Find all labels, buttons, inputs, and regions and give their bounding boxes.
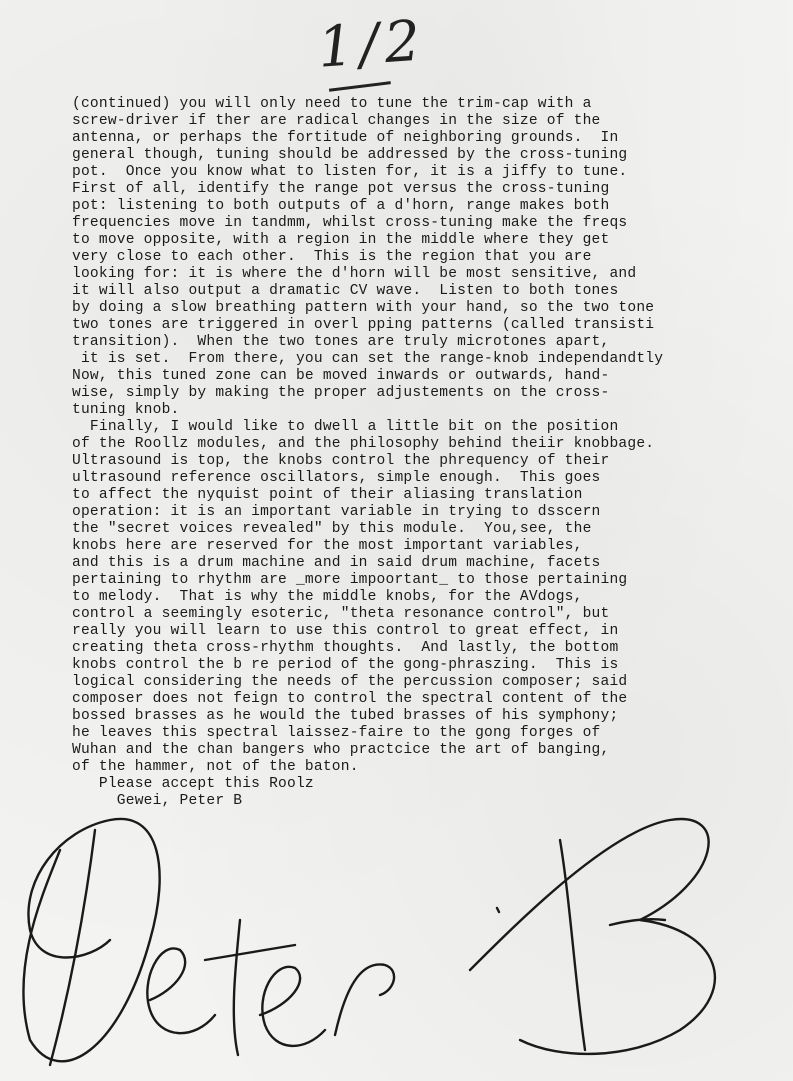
letter-line: Finally, I would like to dwell a little bit on the position — [72, 419, 619, 435]
letter-line: Wuhan and the chan bangers who practcice the art of banging, — [72, 742, 610, 758]
letter-line: operation: it is an important variable in trying to dsscern — [72, 504, 601, 520]
page-number-handwritten — [316, 8, 428, 80]
letter-line: First of all, identify the range pot versus the cross-tuning — [72, 181, 610, 197]
letter-line: antenna, or perhaps the fortitude of neighboring grounds. In — [72, 130, 619, 146]
letter-line: of the Roollz modules, and the philosophy behind theiir knobbage. — [72, 436, 655, 452]
letter-line: by doing a slow breathing pattern with your hand, so the two tone — [72, 300, 655, 316]
typed-letter-body — [72, 96, 772, 810]
letter-line: the "secret voices revealed" by this module. You,see, the — [72, 521, 592, 537]
letter-line: Gewei, Peter B — [72, 793, 243, 809]
letter-line: logical considering the needs of the percussion composer; said — [72, 674, 628, 690]
letter-line: it will also output a dramatic CV wave. Listen to both tones — [72, 283, 619, 299]
letter-line: Now, this tuned zone can be moved inwards or outwards, hand- — [72, 368, 610, 384]
letter-line: looking for: it is where the d'horn will be most sensitive, and — [72, 266, 637, 282]
letter-line: two tones are triggered in overl pping patterns (called transisti — [72, 317, 655, 333]
letter-line: of the hammer, not of the baton. — [72, 759, 359, 775]
letter-line: (continued) you will only need to tune the trim-cap with a — [72, 96, 592, 112]
letter-line: pot: listening to both outputs of a d'horn, range makes both — [72, 198, 610, 214]
letter-line: to affect the nyquist point of their aliasing translation — [72, 487, 583, 503]
letter-line: frequencies move in tandmm, whilst cross-tuning make the freqs — [72, 215, 628, 231]
letter-line: really you will learn to use this control to great effect, in — [72, 623, 619, 639]
letter-line: it is set. From there, you can set the range-knob independandtly — [72, 351, 664, 367]
letter-line: and this is a drum machine and in said drum machine, facets — [72, 555, 601, 571]
letter-line: bossed brasses as he would the tubed brasses of his symphony; — [72, 708, 619, 724]
letter-line: knobs control the b re period of the gong-phraszing. This is — [72, 657, 619, 673]
letter-line: to melody. That is why the middle knobs, for the AVdogs, — [72, 589, 583, 605]
letter-line: knobs here are reserved for the most important variables, — [72, 538, 583, 554]
letter-line: general though, tuning should be addressed by the cross-tuning — [72, 147, 628, 163]
letter-line: Please accept this Roolz — [72, 776, 314, 792]
letter-line: creating theta cross-rhythm thoughts. And lastly, the bottom — [72, 640, 619, 656]
letter-line: control a seemingly esoteric, "theta resonance control", but — [72, 606, 610, 622]
letter-line: screw-driver if ther are radical changes in the size of the — [72, 113, 601, 129]
handwritten-signature — [0, 790, 793, 1081]
letter-line: Ultrasound is top, the knobs control the phrequency of their — [72, 453, 610, 469]
letter-line: pertaining to rhythm are _more impoortant_ to those pertaining — [72, 572, 628, 588]
letter-line: pot. Once you know what to listen for, it is a jiffy to tune. — [72, 164, 628, 180]
letter-line: ultrasound reference oscillators, simple enough. This goes — [72, 470, 601, 486]
letter-line: to move opposite, with a region in the middle where they get — [72, 232, 610, 248]
letter-line: composer does not feign to control the spectral content of the — [72, 691, 628, 707]
page-number-text: 1/2 — [315, 8, 429, 81]
letter-line: he leaves this spectral laissez-faire to the gong forges of — [72, 725, 601, 741]
letter-line: transition). When the two tones are truly microtones apart, — [72, 334, 610, 350]
letter-line: tuning knob. — [72, 402, 180, 418]
signature-text: Peter B — [0, 790, 3, 791]
letter-line: very close to each other. This is the region that you are — [72, 249, 592, 265]
letter-line: wise, simply by making the proper adjustements on the cross- — [72, 385, 610, 401]
